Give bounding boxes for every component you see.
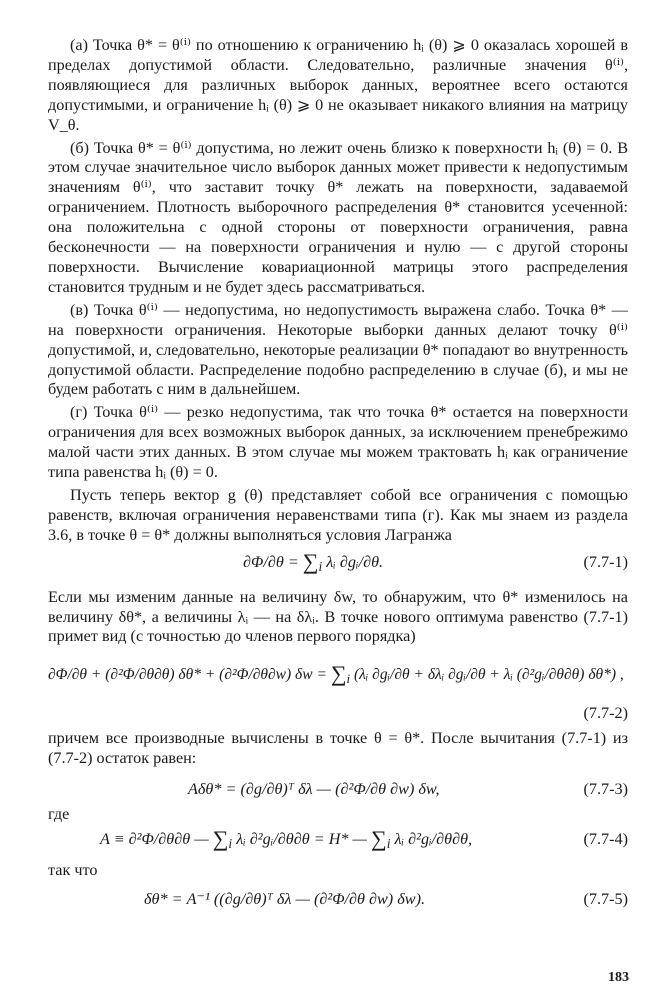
eq1-sum-symbol: ∑ <box>302 548 319 574</box>
paragraph-case-b: (б) Точка θ* = θ⁽ⁱ⁾ допустима, но лежит очень близко к поверхности hᵢ (θ) = 0. В этом случае значительное число выборок данных может привести к недопустимым значениям θ⁽ⁱ⁾, что заставит точку θ* лежать на поверхности, задаваемой ограничением. Плотность выборочного распределения θ* становится усеченной: она положительна с одной стороны от поверхности ограничения, равна бесконечности — на поверхности ограничения и нулю — с другой стороны поверхности. Вычисление ковариационной матрицы этого распределения становится трудным и не будет здесь рассматриваться. <box>48 138 628 296</box>
paragraph-after-subtraction: причем все производные вычислены в точке θ = θ*. После вычитания (7.7-1) из (7.7-2) остаток равен: <box>48 729 628 768</box>
paragraph-where: где <box>48 805 70 824</box>
eq1-sum-index: i <box>318 558 323 574</box>
eq4-part-b: λᵢ ∂²gᵢ/∂θ∂θ = H* — <box>236 830 371 849</box>
equation-number-7-7-4: (7.7-4) <box>583 830 628 849</box>
equation-7-7-4 <box>48 827 628 851</box>
eq5-body: δθ* = A⁻¹ ((∂g/∂θ)ᵀ δλ — (∂²Φ/∂θ ∂w) δw). <box>144 890 426 908</box>
equation-7-7-2 <box>48 657 628 691</box>
equation-number-7-7-5: (7.7-5) <box>583 890 628 908</box>
eq4-sum-symbol-1: ∑ <box>212 826 229 852</box>
eq4-sum-index-2: i <box>386 836 391 852</box>
eq4-part-c: λᵢ ∂²gᵢ/∂θ∂θ, <box>394 830 473 849</box>
paragraph-change: Если мы изменим данные на величину δw, то обнаружим, что θ* изменилось на величину δθ*, а величины λᵢ — на δλᵢ. В точке нового оптимума равенство (7.7-1) примет вид (с точностью до членов первого порядка) <box>48 587 628 646</box>
equation-7-7-2-number-row <box>48 701 628 725</box>
equation-number-7-7-2: (7.7-2) <box>583 704 628 723</box>
eq2-sum-symbol: ∑ <box>330 661 347 687</box>
paragraph-case-g: (г) Точка θ⁽ⁱ⁾ — резко недопустима, так что точка θ* остается на поверхности ограничения для всех возможных выборок данных, за исключением пренебрежимо малой части этих данных. В этом случае мы можем трактовать hᵢ как ограничение типа равенства hᵢ (θ) = 0. <box>48 403 628 482</box>
page-content <box>48 36 628 911</box>
page-number: 183 <box>608 970 629 985</box>
eq2-left: ∂Φ/∂θ + (∂²Φ/∂θ∂θ) δθ* + (∂²Φ/∂θ∂w) δw = <box>48 666 331 684</box>
equation-number-7-7-1: (7.7-1) <box>583 552 628 571</box>
paragraph-case-v: (в) Точка θ⁽ⁱ⁾ — недопустима, но недопустимость выражена слабо. Точка θ* — на поверхности ограничения. Некоторые выборки данных делают точку θ⁽ⁱ⁾ допустимой, и, следовательно, некоторые реализации θ* попадают во внутренность допустимой области. Распределение подобно распределению в случае (б), и мы не будем работать с ним в дальнейшем. <box>48 300 628 399</box>
eq4-part-a: A ≡ ∂²Φ/∂θ∂θ — <box>100 830 213 849</box>
paragraph-case-a: (а) Точка θ* = θ⁽ⁱ⁾ по отношению к ограничению hᵢ (θ) ⩾ 0 оказалась хорошей в пределах допустимой области. Следовательно, различные значения θ⁽ⁱ⁾, появляющиеся для различных выборок данных, вероятнее всего остаются допустимыми, и ограничение hᵢ (θ) ⩾ 0 не оказывает никакого влияния на матрицу V_θ. <box>48 36 628 134</box>
paragraph-lagrange-intro: Пусть теперь вектор g (θ) представляет собой все ограничения с помощью равенств, включая ограничения неравенствами типа (г). Как мы знаем из раздела 3.6, в точке θ = θ* должны выполняться условия Лагранжа <box>48 485 628 544</box>
eq1-lhs: ∂Φ/∂θ = <box>243 552 303 571</box>
equation-7-7-1 <box>48 550 628 574</box>
eq1-rhs: λᵢ ∂gᵢ/∂θ. <box>326 552 384 571</box>
eq4-sum-symbol-2: ∑ <box>371 826 387 852</box>
eq2-right: (λᵢ ∂gᵢ/∂θ + δλᵢ ∂gᵢ/∂θ + λᵢ (∂²gᵢ/∂θ∂θ) δθ*) , <box>353 666 624 684</box>
equation-7-7-3 <box>48 777 628 801</box>
eq2-sum-index: i <box>346 671 351 687</box>
equation-number-7-7-3: (7.7-3) <box>583 780 628 799</box>
equation-7-7-5 <box>48 887 628 911</box>
paragraph-so-that: так что <box>48 861 98 880</box>
eq4-sum-index-1: i <box>228 836 233 852</box>
eq3-body: Aδθ* = (∂g/∂θ)ᵀ δλ — (∂²Φ/∂θ ∂w) δw, <box>188 780 440 799</box>
